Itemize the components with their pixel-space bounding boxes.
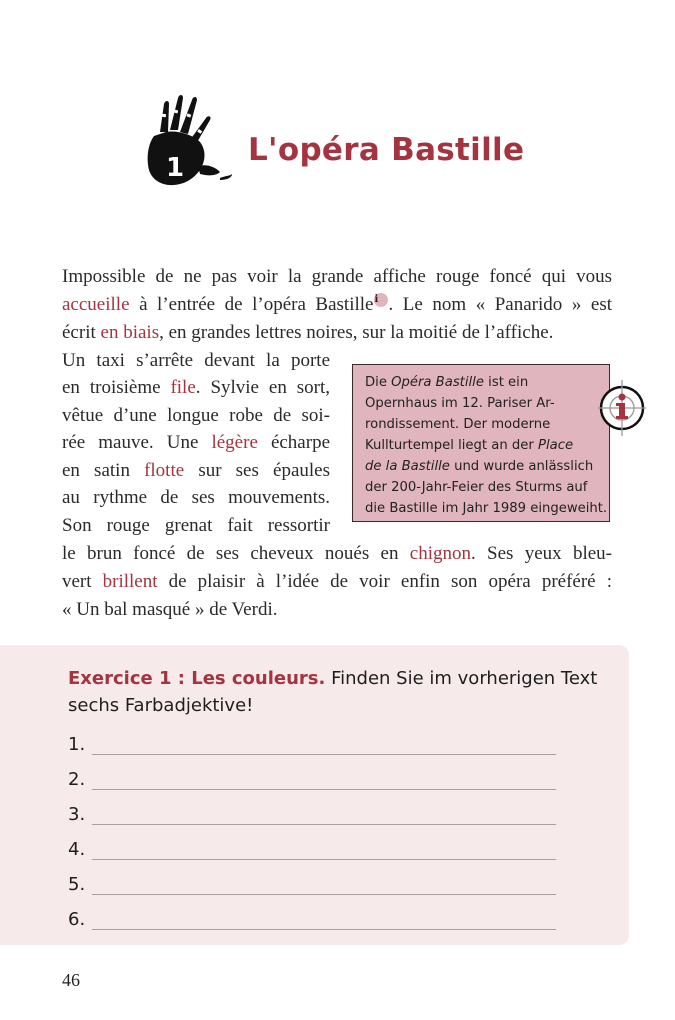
- story-text-fragment: . Sylvie en sort,: [195, 377, 330, 398]
- info-box-fragment: rondissement. Der moderne: [365, 417, 551, 432]
- story-text-fragment: Son rouge grenat fait ressortir: [62, 515, 330, 536]
- story-text-fragment: écrit: [62, 322, 101, 343]
- info-box-fragment: der 200-Jahr-Feier des Sturms auf: [365, 480, 588, 495]
- info-box-fragment: Die: [365, 375, 392, 390]
- info-target-icon: [598, 378, 646, 438]
- info-box-italic: Opéra Bastille: [391, 375, 484, 390]
- story-line: [62, 540, 612, 568]
- answer-row: [68, 867, 568, 897]
- story-text-fragment: à l’entrée de l’opéra Bastille: [129, 294, 374, 315]
- story-line: [62, 596, 277, 624]
- vocab-word: en biais: [100, 322, 160, 343]
- info-box-line: [365, 372, 607, 393]
- story-line: [62, 568, 612, 596]
- story-text-fragment: écharpe: [257, 432, 331, 453]
- info-box-line: [365, 435, 607, 456]
- info-box: [352, 364, 610, 522]
- info-box-fragment: Opernhaus im 12. Pariser Ar-: [365, 396, 555, 411]
- info-marker-icon[interactable]: i: [374, 293, 388, 307]
- story-line: [62, 402, 330, 430]
- story-line: [62, 374, 330, 402]
- story-line: [62, 319, 553, 347]
- story-text-fragment: au rythme de ses mouvements.: [62, 487, 330, 508]
- story-text-fragment: sur ses épaules: [184, 460, 330, 481]
- info-box-line: [365, 477, 607, 498]
- story-text-fragment: de plaisir à l’idée de voir enfin son opéra préféré :: [157, 571, 612, 592]
- answer-line[interactable]: [92, 859, 556, 860]
- story-line: [62, 457, 330, 485]
- info-box-line: [365, 456, 607, 477]
- answer-number: 6.: [68, 909, 86, 930]
- story-line: [62, 347, 330, 375]
- story-text-fragment: , en grandes lettres noires, sur la moitié de l’affiche.: [159, 322, 554, 343]
- story-line: [62, 429, 330, 457]
- answer-number: 2.: [68, 769, 86, 790]
- story-line: [62, 291, 612, 319]
- vocab-word: légère: [211, 432, 258, 453]
- info-box-line: [365, 498, 607, 519]
- story-text-fragment: vert: [62, 571, 103, 592]
- info-box-fragment: die Bastille im Jahr 1989 eingeweiht.: [365, 501, 608, 516]
- vocab-word: file: [170, 377, 196, 398]
- story-line: [62, 512, 330, 540]
- answer-line[interactable]: [92, 789, 556, 790]
- answer-row: [68, 797, 568, 827]
- info-box-fragment: und wurde anlässlich: [449, 459, 594, 474]
- handprint-icon: [140, 88, 250, 198]
- answer-line[interactable]: [92, 754, 556, 755]
- story-text-fragment: « Un bal masqué » de Verdi.: [62, 599, 278, 620]
- story-text-fragment: . Ses yeux bleu-: [471, 543, 612, 564]
- info-box-italic: Place: [538, 438, 574, 453]
- vocab-word: accueille: [62, 294, 130, 315]
- info-box-text: [365, 372, 607, 519]
- story-text-fragment: en satin: [62, 460, 145, 481]
- answer-row: [68, 762, 568, 792]
- story-line: [62, 263, 612, 291]
- vocab-word: chignon: [409, 543, 471, 564]
- exercise-label: Exercice 1 : Les couleurs.: [68, 668, 326, 689]
- answer-line[interactable]: [92, 894, 556, 895]
- vocab-word: brillent: [102, 571, 158, 592]
- answer-number: 4.: [68, 839, 86, 860]
- info-box-fragment: ist ein: [483, 375, 529, 390]
- answer-number: 1.: [68, 734, 86, 755]
- answer-line[interactable]: [92, 929, 556, 930]
- chapter-header: [140, 88, 560, 198]
- story-line: [62, 484, 330, 512]
- story-text-fragment: vêtue d’une longue robe de soi-: [62, 405, 330, 426]
- answer-number: 3.: [68, 804, 86, 825]
- info-box-fragment: Kullturtempel liegt an der: [365, 438, 539, 453]
- page-title: L'opéra Bastille: [248, 132, 525, 168]
- answer-line[interactable]: [92, 824, 556, 825]
- story-text-fragment: Un taxi s’arrête devant la porte: [62, 350, 330, 371]
- story-text-fragment: en troisième: [62, 377, 171, 398]
- exercise-instruction: Finden Sie im vorherigen Text sechs Farbadjektive!: [68, 668, 598, 716]
- answer-number: 5.: [68, 874, 86, 895]
- answer-row: [68, 902, 568, 932]
- story-text-fragment: le brun foncé de ses cheveux noués en: [62, 543, 410, 564]
- story-text-fragment: Impossible de ne pas voir la grande affiche rouge foncé qui vous: [62, 266, 612, 287]
- story-text-fragment: rée mauve. Une: [62, 432, 212, 453]
- vocab-word: flotte: [144, 460, 185, 481]
- info-box-line: [365, 414, 607, 435]
- info-box-italic: de la Bastille: [365, 459, 450, 474]
- answer-row: [68, 832, 568, 862]
- answer-row: [68, 727, 568, 757]
- page-number: 46: [62, 970, 80, 990]
- exercise-heading: [68, 665, 628, 719]
- story-text-fragment: . Le nom « Panarido » est: [388, 294, 612, 315]
- info-box-line: [365, 393, 607, 414]
- svg-text:1: 1: [166, 153, 185, 183]
